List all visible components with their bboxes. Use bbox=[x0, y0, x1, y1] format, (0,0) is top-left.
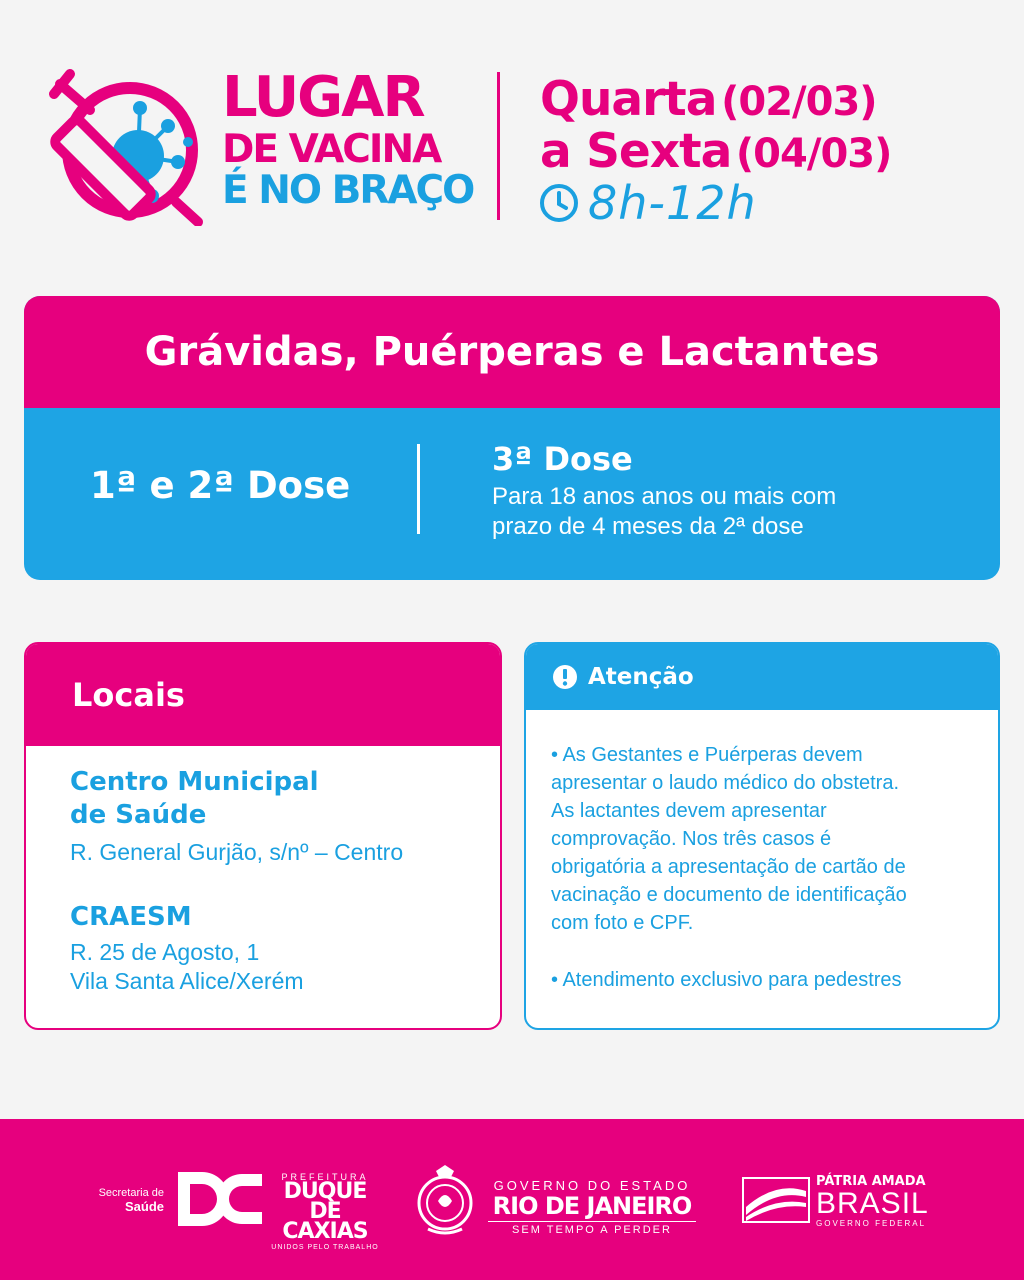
dose-3-title: 3ª Dose bbox=[492, 440, 633, 478]
date-line1-date: (02/03) bbox=[721, 79, 877, 125]
attention-bullet-1-line: comprovação. Nos três casos é bbox=[551, 828, 832, 850]
attention-header bbox=[526, 644, 998, 710]
attention-bullet-1 bbox=[551, 741, 983, 937]
prefeitura-logo bbox=[270, 1172, 380, 1251]
place2-name: CRAESM bbox=[70, 902, 192, 932]
attention-title: Atenção bbox=[588, 664, 694, 690]
prefeitura-sub: UNIDOS PELO TRABALHO bbox=[271, 1244, 379, 1251]
time-range: 8h-12h bbox=[588, 176, 757, 230]
governo-federal-logo bbox=[816, 1174, 929, 1228]
governo-rj-logo bbox=[482, 1178, 702, 1236]
audience-title: Grávidas, Puérperas e Lactantes bbox=[144, 329, 880, 375]
logo-line3: É NO BRAÇO bbox=[222, 168, 474, 213]
place2-address-line2: Vila Santa Alice/Xerém bbox=[70, 968, 304, 994]
governo-federal-top: PÁTRIA AMADA bbox=[816, 1174, 926, 1189]
attention-bullet-1-line: com foto e CPF. bbox=[551, 912, 694, 934]
header-divider bbox=[497, 72, 500, 220]
dose-3-desc-line2: prazo de 4 meses da 2ª dose bbox=[492, 513, 804, 540]
locations-header bbox=[26, 644, 500, 746]
date-line1 bbox=[540, 72, 877, 127]
time-row bbox=[538, 176, 757, 230]
logo-line1: LUGAR bbox=[222, 65, 424, 130]
governo-rj-sub: SEM TEMPO A PERDER bbox=[512, 1224, 672, 1236]
date-line2-date: (04/03) bbox=[735, 131, 892, 177]
clock-icon bbox=[538, 182, 580, 224]
attention-bullet-1-line: • As Gestantes e Puérperas devem bbox=[551, 744, 863, 766]
campaign-logo bbox=[222, 65, 474, 213]
syringe-virus-prohibited-icon bbox=[48, 66, 208, 226]
place2-address bbox=[70, 938, 304, 996]
governo-federal-name: BRASIL bbox=[816, 1187, 929, 1220]
duque-de-caxias-logo-icon bbox=[176, 1170, 264, 1228]
attention-bullet-1-line: As lactantes devem apresentar bbox=[551, 800, 827, 822]
prefeitura-name-line1: DUQUE DE bbox=[283, 1179, 367, 1224]
dose-3-description bbox=[492, 482, 836, 542]
dose-3-desc-line1: Para 18 anos anos ou mais com bbox=[492, 483, 837, 510]
locations-title: Locais bbox=[72, 676, 185, 714]
secretaria-label bbox=[84, 1186, 164, 1215]
attention-bullet-1-line: apresentar o laudo médico do obstetra. bbox=[551, 772, 899, 794]
place1-name-line1: Centro Municipal bbox=[70, 767, 319, 797]
place1-name-line2: de Saúde bbox=[70, 800, 207, 830]
date-line1-day: Quarta bbox=[540, 72, 717, 127]
attention-bullet-1-line: obrigatória a apresentação de cartão de bbox=[551, 856, 906, 878]
rio-de-janeiro-crest-icon bbox=[414, 1163, 476, 1239]
prefeitura-name-line2: CAXIAS bbox=[282, 1219, 368, 1244]
dose-1-2-label: 1ª e 2ª Dose bbox=[90, 464, 351, 507]
brasil-flag-mark-icon bbox=[742, 1177, 810, 1223]
audience-card bbox=[24, 296, 1000, 580]
attention-bullet-2: • Atendimento exclusivo para pedestres bbox=[551, 969, 902, 991]
prefeitura-top: PREFEITURA bbox=[281, 1172, 369, 1182]
secretaria-line1: Secretaria de bbox=[98, 1187, 164, 1199]
logo-line2: DE VACINA bbox=[222, 127, 441, 172]
place1-address: R. General Gurjão, s/nº – Centro bbox=[70, 839, 404, 865]
place2-address-line1: R. 25 de Agosto, 1 bbox=[70, 939, 260, 965]
date-line2 bbox=[540, 124, 891, 179]
exclamation-circle-icon bbox=[552, 664, 578, 690]
governo-rj-top: GOVERNO DO ESTADO bbox=[493, 1178, 691, 1193]
attention-bullet-1-line: vacinação e documento de identificação bbox=[551, 884, 907, 906]
governo-rj-rule bbox=[488, 1221, 696, 1222]
place1-name bbox=[70, 766, 319, 832]
dose-3-block bbox=[492, 440, 836, 542]
audience-card-header bbox=[24, 296, 1000, 408]
secretaria-line2: Saúde bbox=[124, 1199, 164, 1214]
date-line2-day: a Sexta bbox=[540, 124, 732, 179]
governo-federal-sub: GOVERNO FEDERAL bbox=[816, 1219, 927, 1228]
dose-divider bbox=[417, 444, 420, 534]
governo-rj-name: RIO DE JANEIRO bbox=[492, 1192, 692, 1220]
